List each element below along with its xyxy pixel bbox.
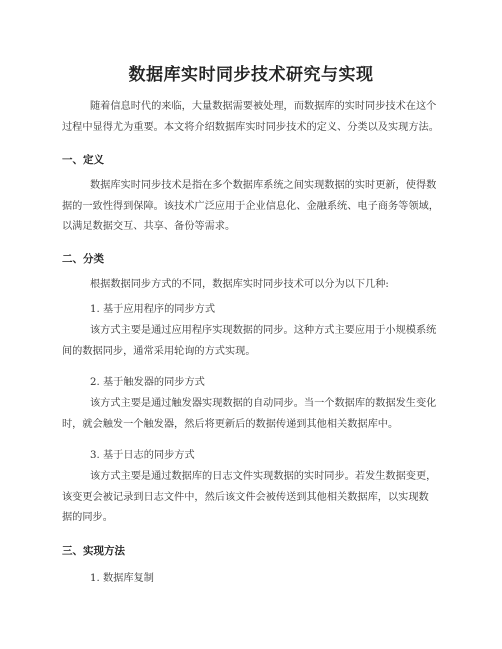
- document-title: 数据库实时同步技术研究与实现: [128, 65, 374, 85]
- intro-line-1: 随着信息时代的来临，大量数据需要被处理，而数据库的实时同步技术在这个: [90, 101, 437, 112]
- definition-line-3: 以满足数据交互、共享、备份等需求。: [62, 221, 236, 232]
- definition-paragraph: [62, 176, 448, 238]
- classification-item-3-label: 3. 基于日志的同步方式: [90, 450, 195, 461]
- classification-item-2-label: 2. 基于触发器的同步方式: [90, 377, 205, 388]
- intro-paragraph: [62, 97, 448, 138]
- item-1-line-1: 该方式主要是通过应用程序实现数据的同步。这种方式主要应用于小规模系统: [90, 325, 437, 336]
- classification-item-3-body: [62, 467, 448, 529]
- intro-line-2: 过程中显得尤为重要。本文将介绍数据库实时同步技术的定义、分类以及实现方法。: [62, 121, 439, 133]
- classification-item-1-body: [62, 321, 448, 362]
- item-1-line-2: 间的数据同步，通常采用轮询的方式实现。: [62, 345, 256, 357]
- definition-line-2: 据的一致性得到保障。该技术广泛应用于企业信息化、金融系统、电子商务等领域，: [62, 200, 439, 212]
- implementation-item-1-label: 1. 数据库复制: [90, 573, 154, 584]
- item-3-line-2: 该变更会被记录到日志文件中，然后该文件会被传送到其他相关数据库，以实现数: [62, 491, 429, 503]
- classification-item-1-label: 1. 基于应用程序的同步方式: [90, 304, 216, 315]
- item-2-line-1: 该方式主要是通过触发器实现数据的自动同步。当一个数据库的数据发生变化: [90, 398, 437, 409]
- classification-item-2-body: [62, 394, 448, 435]
- item-3-line-1: 该方式主要是通过数据库的日志文件实现数据的实时同步。若发生数据变更，: [90, 471, 437, 482]
- section-heading-definition: 一、定义: [62, 154, 104, 166]
- section-heading-classification: 二、分类: [62, 253, 104, 265]
- classification-lead: [62, 275, 448, 296]
- section-heading-implementation: 三、实现方法: [62, 545, 125, 557]
- definition-line-1: 数据库实时同步技术是指在多个数据库系统之间实现数据的实时更新，使得数: [90, 180, 437, 191]
- classification-lead-line: 根据数据同步方式的不同，数据库实时同步技术可以分为以下几种:: [90, 279, 389, 290]
- item-2-line-2: 时，就会触发一个触发器，然后将更新后的数据传递到其他相关数据库中。: [62, 418, 399, 430]
- item-3-line-3: 据的同步。: [62, 512, 113, 523]
